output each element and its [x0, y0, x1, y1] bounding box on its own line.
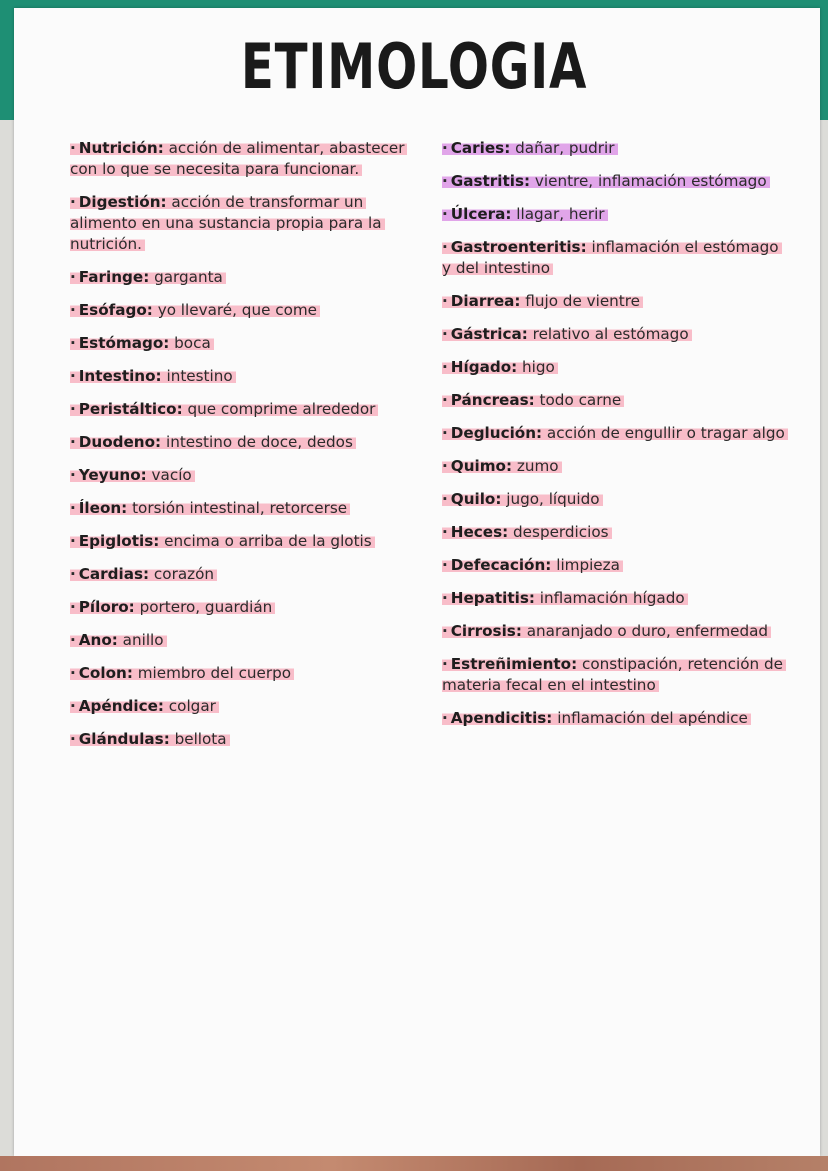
highlighted-text	[70, 598, 275, 616]
entry-definition: acción de transformar un alimento en una sustancia propia para la nutrición.	[70, 193, 382, 253]
highlighted-text	[70, 367, 236, 385]
bullet-icon: ·	[442, 490, 448, 508]
entry-definition: colgar	[163, 697, 216, 715]
entry-term: Digestión:	[78, 193, 167, 211]
entry-term: Intestino:	[78, 367, 162, 385]
entry-definition: miembro del cuerpo	[132, 664, 292, 682]
glossary-entry	[442, 291, 790, 312]
entry-definition: flujo de vientre	[520, 292, 641, 310]
highlighted-text	[70, 433, 356, 451]
highlighted-text	[442, 391, 624, 409]
glossary-entry	[442, 423, 790, 444]
glossary-entry	[70, 399, 418, 420]
highlighted-text	[442, 490, 603, 508]
glossary-entry	[442, 522, 790, 543]
entry-term: Defecación:	[450, 556, 552, 574]
entry-term: Nutrición:	[78, 139, 164, 157]
glossary-entry	[70, 564, 418, 585]
entry-term: Duodeno:	[78, 433, 162, 451]
entry-definition: limpieza	[551, 556, 620, 574]
glossary-entry	[70, 267, 418, 288]
bullet-icon: ·	[70, 697, 76, 715]
glossary-entry	[70, 300, 418, 321]
entry-term: Apendicitis:	[450, 709, 553, 727]
entry-definition: dañar, pudrir	[510, 139, 615, 157]
highlighted-text	[442, 622, 771, 640]
glossary-entry	[442, 138, 790, 159]
entry-definition: jugo, líquido	[501, 490, 600, 508]
glossary-entry	[442, 621, 790, 642]
highlighted-text	[442, 523, 612, 541]
entry-definition: constipación, retención de materia fecal en el intestino	[442, 655, 783, 694]
entry-term: Faringe:	[78, 268, 150, 286]
entry-term: Caries:	[450, 139, 511, 157]
highlighted-text	[442, 424, 788, 442]
entry-definition: vientre, inflamación estómago	[530, 172, 767, 190]
glossary-entry	[442, 654, 790, 696]
highlighted-text	[70, 664, 294, 682]
entry-term: Deglución:	[450, 424, 543, 442]
glossary-entry	[442, 489, 790, 510]
entry-definition: torsión intestinal, retorcerse	[127, 499, 348, 517]
entry-term: Estreñimiento:	[450, 655, 578, 673]
highlighted-text	[70, 400, 378, 418]
bullet-icon: ·	[70, 139, 76, 157]
entry-term: Cardias:	[78, 565, 150, 583]
highlighted-text	[70, 532, 375, 550]
bullet-icon: ·	[70, 193, 76, 211]
highlighted-text	[442, 238, 782, 277]
bullet-icon: ·	[70, 598, 76, 616]
entry-definition: vacío	[146, 466, 192, 484]
entry-definition: garganta	[149, 268, 223, 286]
entry-definition: zumo	[512, 457, 559, 475]
glossary-entry	[442, 237, 790, 279]
highlighted-text	[442, 589, 688, 607]
entry-term: Quimo:	[450, 457, 513, 475]
bullet-icon: ·	[70, 334, 76, 352]
bullet-icon: ·	[442, 205, 448, 223]
glossary-entry	[70, 366, 418, 387]
bullet-icon: ·	[70, 565, 76, 583]
glossary-entry	[442, 456, 790, 477]
glossary-entry	[70, 465, 418, 486]
entry-definition: anillo	[117, 631, 164, 649]
entry-term: Quilo:	[450, 490, 502, 508]
bullet-icon: ·	[442, 556, 448, 574]
bullet-icon: ·	[70, 301, 76, 319]
highlighted-text	[70, 565, 217, 583]
entry-term: Heces:	[450, 523, 509, 541]
entry-term: Íleon:	[78, 499, 128, 517]
glossary-entry	[70, 663, 418, 684]
entry-term: Úlcera:	[450, 205, 512, 223]
highlighted-text	[442, 457, 562, 475]
entry-definition: todo carne	[534, 391, 622, 409]
highlighted-text	[70, 730, 230, 748]
glossary-entry	[70, 333, 418, 354]
entry-term: Epiglotis:	[78, 532, 160, 550]
bullet-icon: ·	[442, 709, 448, 727]
entry-definition: intestino de doce, dedos	[161, 433, 353, 451]
entry-term: Páncreas:	[450, 391, 535, 409]
highlighted-text	[70, 631, 167, 649]
entry-definition: relativo al estómago	[527, 325, 689, 343]
highlighted-text	[70, 193, 385, 253]
entry-definition: acción de engullir o tragar algo	[542, 424, 785, 442]
bullet-icon: ·	[442, 391, 448, 409]
highlighted-text	[70, 139, 407, 178]
entry-term: Gástrica:	[450, 325, 528, 343]
bullet-icon: ·	[70, 400, 76, 418]
entry-definition: inflamación del apéndice	[552, 709, 748, 727]
bullet-icon: ·	[70, 664, 76, 682]
highlighted-text	[70, 499, 350, 517]
glossary-entry	[70, 696, 418, 717]
entry-definition: desperdicios	[508, 523, 609, 541]
entry-term: Apéndice:	[78, 697, 164, 715]
entry-term: Esófago:	[78, 301, 153, 319]
entry-definition: llagar, herir	[511, 205, 605, 223]
glossary-entry	[442, 708, 790, 729]
bullet-icon: ·	[442, 655, 448, 673]
bullet-icon: ·	[442, 292, 448, 310]
entry-term: Hepatitis:	[450, 589, 535, 607]
entry-definition: inflamación hígado	[534, 589, 685, 607]
entry-definition: portero, guardián	[134, 598, 273, 616]
entry-definition: acción de alimentar, abastecer con lo que se necesita para funcionar.	[70, 139, 405, 178]
bullet-icon: ·	[442, 457, 448, 475]
glossary-entry	[442, 390, 790, 411]
highlighted-text	[70, 301, 320, 319]
entry-term: Ano:	[78, 631, 118, 649]
glossary-entry	[442, 324, 790, 345]
highlighted-text	[442, 325, 692, 343]
entry-term: Glándulas:	[78, 730, 170, 748]
glossary-entry	[70, 498, 418, 519]
entry-term: Colon:	[78, 664, 133, 682]
entry-term: Diarrea:	[450, 292, 521, 310]
entry-definition: encima o arriba de la glotis	[159, 532, 372, 550]
glossary-entry	[70, 432, 418, 453]
glossary-entry	[70, 597, 418, 618]
bullet-icon: ·	[442, 358, 448, 376]
right-column	[442, 138, 790, 741]
highlighted-text	[442, 709, 751, 727]
bullet-icon: ·	[442, 139, 448, 157]
entry-term: Gastritis:	[450, 172, 531, 190]
glossary-entry	[70, 138, 418, 180]
glossary-entry	[70, 630, 418, 651]
bullet-icon: ·	[70, 499, 76, 517]
entry-term: Yeyuno:	[78, 466, 147, 484]
entry-definition: yo llevaré, que come	[152, 301, 318, 319]
entry-definition: que comprime alrededor	[182, 400, 376, 418]
page-title: ETIMOLOGIA	[240, 30, 588, 103]
bullet-icon: ·	[442, 325, 448, 343]
entry-definition: boca	[169, 334, 211, 352]
glossary-entry	[442, 588, 790, 609]
glossary-entry	[442, 555, 790, 576]
glossary-entry	[442, 204, 790, 225]
highlighted-text	[70, 268, 226, 286]
entry-definition: bellota	[169, 730, 227, 748]
bullet-icon: ·	[70, 730, 76, 748]
highlighted-text	[442, 172, 770, 190]
highlighted-text	[442, 139, 618, 157]
highlighted-text	[442, 358, 558, 376]
bullet-icon: ·	[442, 589, 448, 607]
glossary-entry	[70, 192, 418, 255]
highlighted-text	[442, 292, 643, 310]
bullet-icon: ·	[442, 523, 448, 541]
entry-definition: inflamación el estómago y del intestino	[442, 238, 779, 277]
entry-definition: intestino	[161, 367, 233, 385]
bullet-icon: ·	[442, 622, 448, 640]
bullet-icon: ·	[70, 631, 76, 649]
glossary-entry	[70, 729, 418, 750]
glossary-entry	[442, 357, 790, 378]
entry-definition: corazón	[149, 565, 215, 583]
highlighted-text	[70, 334, 214, 352]
entry-term: Hígado:	[450, 358, 518, 376]
left-column	[70, 138, 418, 762]
glossary-entry	[442, 171, 790, 192]
entry-term: Peristáltico:	[78, 400, 183, 418]
highlighted-text	[442, 556, 623, 574]
bullet-icon: ·	[70, 532, 76, 550]
bullet-icon: ·	[442, 172, 448, 190]
entry-definition: higo	[517, 358, 555, 376]
entry-term: Gastroenteritis:	[450, 238, 587, 256]
bottom-edge	[0, 1156, 828, 1171]
entry-term: Estómago:	[78, 334, 170, 352]
highlighted-text	[70, 466, 195, 484]
highlighted-text	[70, 697, 219, 715]
glossary-entry	[70, 531, 418, 552]
bullet-icon: ·	[442, 238, 448, 256]
bullet-icon: ·	[70, 433, 76, 451]
entry-definition: anaranjado o duro, enfermedad	[521, 622, 769, 640]
entry-term: Píloro:	[78, 598, 135, 616]
highlighted-text	[442, 205, 608, 223]
bullet-icon: ·	[70, 466, 76, 484]
bullet-icon: ·	[442, 424, 448, 442]
bullet-icon: ·	[70, 268, 76, 286]
entry-term: Cirrosis:	[450, 622, 522, 640]
highlighted-text	[442, 655, 786, 694]
bullet-icon: ·	[70, 367, 76, 385]
